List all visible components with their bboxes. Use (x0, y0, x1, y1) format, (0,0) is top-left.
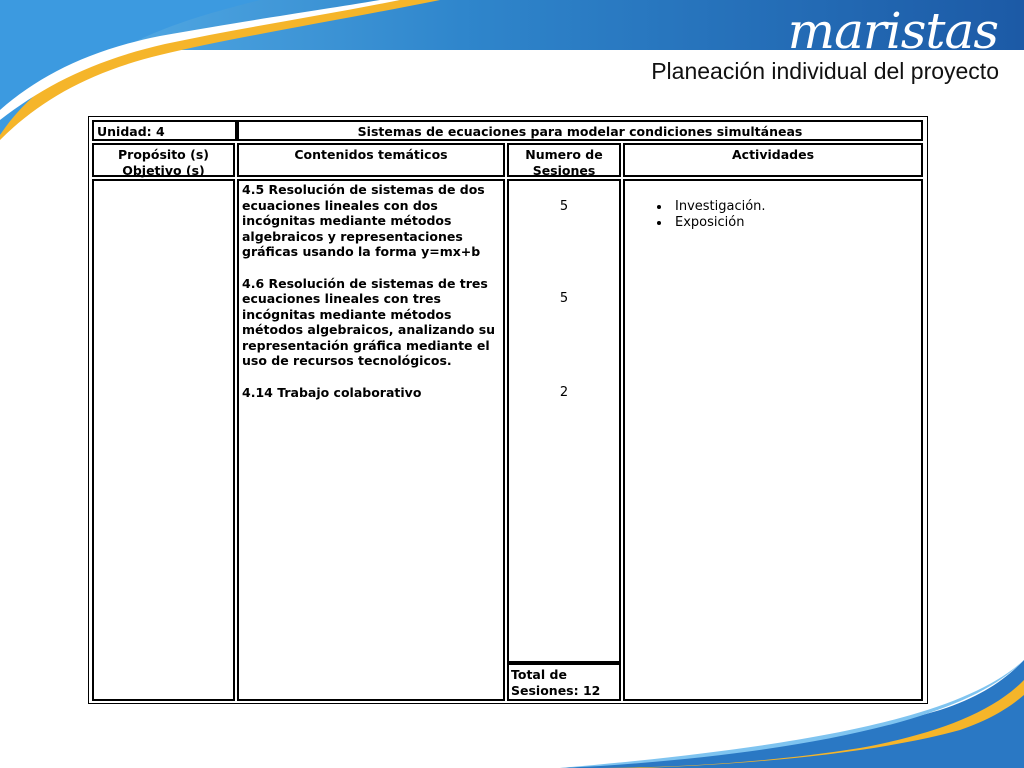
activity-item: • Investigación. (671, 199, 921, 215)
unit-label-cell (92, 120, 237, 141)
sessions-header-line1: Numero de (525, 147, 603, 162)
purpose-cell (92, 179, 235, 701)
sessions-cell (507, 179, 621, 663)
maristas-logo: maristas (787, 2, 998, 60)
unit-title-cell (237, 120, 923, 141)
unit-title: Sistemas de ecuaciones para modelar condiciones simultáneas (357, 124, 803, 139)
contents-header-label: Contenidos temáticos (294, 147, 448, 162)
planning-table (88, 116, 928, 704)
total-sessions-cell (507, 663, 621, 701)
activities-list (625, 199, 921, 231)
session-count: 5 (559, 291, 569, 306)
purpose-header-line2: Objetivo (s) (122, 162, 205, 178)
activities-header-label: Actividades (731, 147, 815, 162)
purpose-header (92, 143, 235, 177)
content-item: 4.14 Trabajo colaborativo (242, 384, 422, 400)
purpose-header-line1: Propósito (s) (118, 147, 209, 162)
activities-header (623, 143, 923, 177)
content-item: 4.5 Resolución de sistemas de dos ecuaciones lineales con dos incógnitas mediante métodos algebraicos y representaciones gráficas usando la forma y=mx+b (242, 182, 485, 259)
sessions-header-line2: Sesiones (532, 162, 596, 178)
contents-cell (237, 179, 505, 701)
slide-title: Planeación individual del proyecto (651, 58, 999, 84)
unit-label: Unidad: 4 (97, 124, 165, 139)
activities-cell (623, 179, 923, 701)
content-item: 4.6 Resolución de sistemas de tres ecuaciones lineales con tres incógnitas mediante métodos métodos algebraicos, analizando su representación gráfica mediante el uso de recursos tecnológicos. (242, 275, 496, 368)
activity-item: • Exposición (671, 215, 921, 231)
sessions-header (507, 143, 621, 177)
contents-header (237, 143, 505, 177)
session-count: 2 (559, 385, 569, 400)
total-sessions-line2: Sesiones: 12 (511, 682, 601, 698)
session-count: 5 (559, 199, 569, 214)
total-sessions-line1: Total de (511, 667, 567, 682)
